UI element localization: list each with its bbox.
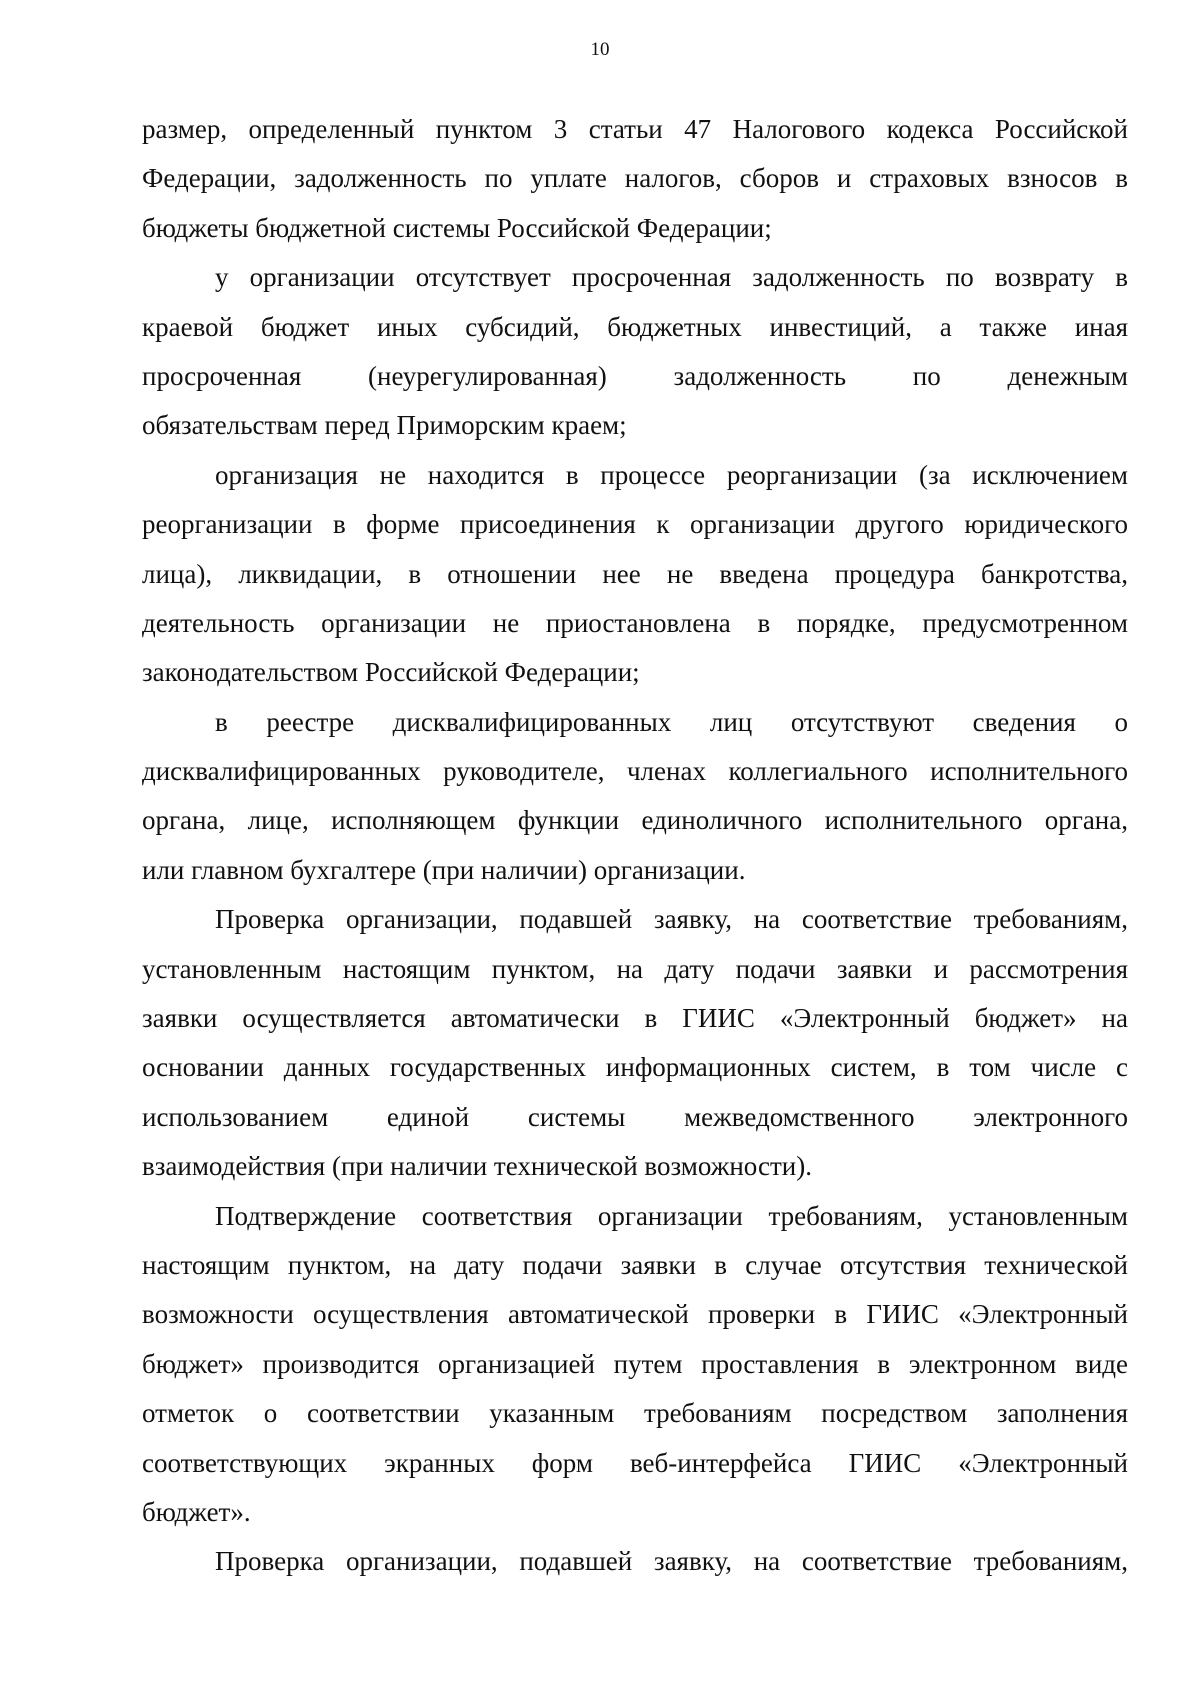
text-line: в реестре дисквалифицированных лиц отсутствуют сведения о [215,706,1128,737]
paragraph [142,698,1128,896]
text-line: основании данных государственных информационных систем, в том числе с [142,1052,1128,1083]
text-line: соответствующих экранных форм веб-интерфейса ГИИС «Электронный [142,1447,1128,1478]
text-line: Подтверждение соответствия организации требованиям, установленным [215,1200,1128,1231]
paragraph [142,895,1128,1191]
text-line: просроченная (неурегулированная) задолженность по денежным [142,360,1128,391]
document-body [142,105,1128,1587]
text-line: обязательствам перед Приморским краем; [142,410,627,441]
text-line: органа, лице, исполняющем функции единоличного исполнительного органа, [142,805,1128,836]
text-line: взаимодействия (при наличии технической возможности). [142,1151,812,1182]
text-line: бюджет» производится организацией путем проставления в электронном виде [142,1348,1128,1379]
paragraph [142,105,1128,253]
paragraph [142,1192,1128,1538]
text-line: деятельность организации не приостановлена в порядке, предусмотренном [142,607,1128,638]
page-number: 10 [590,39,610,60]
paragraph [142,1537,1128,1586]
text-line: установленным настоящим пунктом, на дату подачи заявки и рассмотрения [142,953,1128,984]
text-line: или главном бухгалтере (при наличии) организации. [142,854,746,885]
paragraph [142,253,1128,451]
text-line: у организации отсутствует просроченная задолженность по возврату в [215,262,1128,293]
text-line: Проверка организации, подавшей заявку, на соответствие требованиям, [215,904,1128,935]
text-line: лица), ликвидации, в отношении нее не введена процедура банкротства, [142,558,1128,589]
text-line: дисквалифицированных руководителе, членах коллегиального исполнительного [142,756,1128,787]
text-line: бюджеты бюджетной системы Российской Федерации; [142,212,772,243]
text-line: заявки осуществляется автоматически в ГИИС «Электронный бюджет» на [142,1003,1128,1034]
text-line: организация не находится в процессе реорганизации (за исключением [215,459,1128,490]
text-line: бюджет». [142,1496,251,1527]
text-line: использованием единой системы межведомственного электронного [142,1101,1128,1132]
text-line: возможности осуществления автоматической проверки в ГИИС «Электронный [142,1299,1128,1330]
text-line: законодательством Российской Федерации; [142,657,640,688]
text-line: размер, определенный пунктом 3 статьи 47 Налогового кодекса Российской [142,114,1128,144]
text-line: настоящим пунктом, на дату подачи заявки в случае отсутствия технической [142,1249,1128,1280]
text-line: отметок о соответствии указанным требованиям посредством заполнения [142,1398,1128,1429]
text-line: Федерации, задолженность по уплате налогов, сборов и страховых взносов в [142,163,1128,194]
text-line: Проверка организации, подавшей заявку, на соответствие требованиям, [215,1546,1128,1577]
text-line: краевой бюджет иных субсидий, бюджетных инвестиций, а также иная [142,311,1128,342]
text-line: реорганизации в форме присоединения к организации другого юридического [142,509,1128,540]
paragraph [142,451,1128,698]
